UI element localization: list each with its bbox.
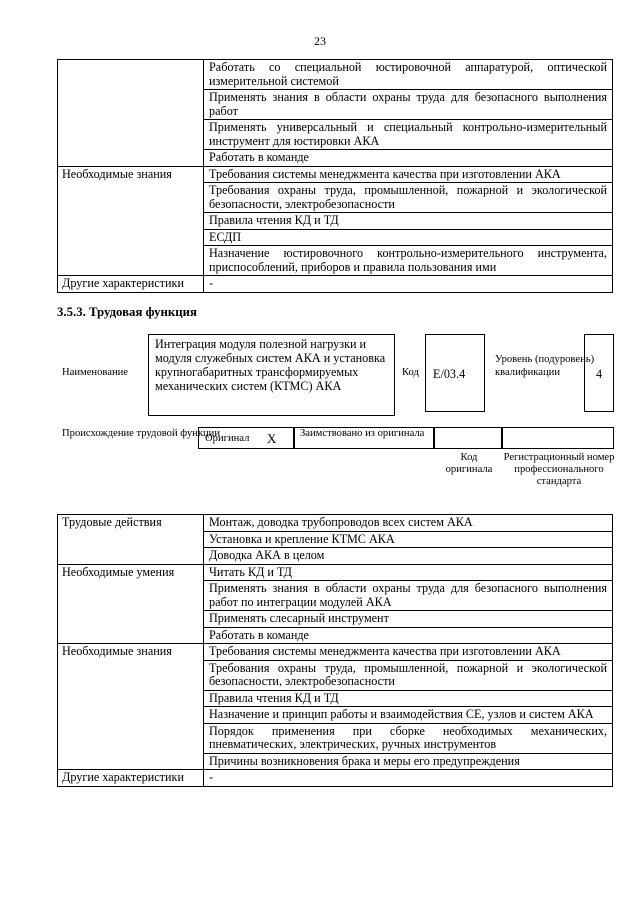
page-number: 23 xyxy=(314,34,326,48)
row-value: Применять слесарный инструмент xyxy=(204,611,613,628)
code-label: Код xyxy=(402,367,419,378)
original-text: Оригинал xyxy=(205,433,250,444)
row-value: Работать в команде xyxy=(204,627,613,644)
registration-caption: Регистрационный номер профессионального стандарта xyxy=(503,452,615,487)
row-value: Требования системы менеджмента качества при изготовлении АКА xyxy=(204,644,613,661)
row-value: - xyxy=(204,770,613,787)
row-value: Назначение юстировочного контрольно-измерительного инструмента, приспособлений, приборов и правила пользования ими xyxy=(204,246,613,276)
row-value: Установка и крепление КТМС АКА xyxy=(204,531,613,548)
row-label: Другие характеристики xyxy=(58,770,204,787)
row-value: Работать со специальной юстировочной аппаратурой, оптической измерительной системой xyxy=(204,60,613,90)
row-value: Требования охраны труда, промышленной, пожарной и экологической безопасности, электробезопасности xyxy=(204,660,613,690)
origin-label: Происхождение трудовой функции xyxy=(62,428,220,439)
row-label xyxy=(58,60,204,167)
row-label: Необходимые знания xyxy=(58,166,204,276)
level-label: Уровень (подуровень) квалификации xyxy=(495,354,595,378)
registration-number-cell xyxy=(502,427,614,449)
original-mark: X xyxy=(267,431,277,446)
borrowed-cell xyxy=(294,427,434,449)
row-label: Необходимые умения xyxy=(58,564,204,644)
row-value: Применять универсальный и специальный контрольно-измерительный инструмент для юстировки АКА xyxy=(204,120,613,150)
level-box xyxy=(584,334,614,412)
table-row xyxy=(58,564,613,581)
row-label: Необходимые знания xyxy=(58,644,204,770)
row-label: Трудовые действия xyxy=(58,515,204,565)
original-cell xyxy=(198,427,294,449)
original-code-cell xyxy=(434,427,502,449)
table-row xyxy=(58,644,613,661)
section-title: 3.5.3. Трудовая функция xyxy=(57,305,197,319)
requirements-table-bottom xyxy=(57,514,613,787)
row-label: Другие характеристики xyxy=(58,276,204,293)
row-value: ЕСДП xyxy=(204,229,613,246)
row-value: Применять знания в области охраны труда для безопасного выполнения работ xyxy=(204,90,613,120)
row-value: Причины возникновения брака и меры его предупреждения xyxy=(204,753,613,770)
table-row xyxy=(58,60,613,90)
row-value: Работать в команде xyxy=(204,150,613,167)
row-value: Порядок применения при сборке необходимых механических, пневматических, электрических, ручных инструментов xyxy=(204,723,613,753)
row-value: Требования системы менеджмента качества при изготовлении АКА xyxy=(204,166,613,183)
table-row xyxy=(58,770,613,787)
requirements-table-top xyxy=(57,59,613,293)
name-label: Наименование xyxy=(62,367,128,378)
row-value: Применять знания в области охраны труда для безопасного выполнения работ по интеграции модулей АКА xyxy=(204,581,613,611)
row-value: Правила чтения КД и ТД xyxy=(204,213,613,230)
table-row xyxy=(58,276,613,293)
table-row xyxy=(58,515,613,532)
function-name-box: Интеграция модуля полезной нагрузки и модуля служебных систем АКА и установка крупногабаритных трансформируемых механических систем (КТМС) АКА xyxy=(148,334,395,416)
row-value: - xyxy=(204,276,613,293)
row-value: Читать КД и ТД xyxy=(204,564,613,581)
code-box xyxy=(425,334,485,412)
row-value: Назначение и принцип работы и взаимодействия СЕ, узлов и систем АКА xyxy=(204,707,613,724)
level-value: 4 xyxy=(596,367,603,381)
table-row xyxy=(58,166,613,183)
row-value: Монтаж, доводка трубопроводов всех систем АКА xyxy=(204,515,613,532)
code-caption: Код оригинала xyxy=(445,452,493,475)
row-value: Доводка АКА в целом xyxy=(204,548,613,565)
row-value: Правила чтения КД и ТД xyxy=(204,690,613,707)
borrowed-text: Заимствовано из оригинала xyxy=(300,428,425,439)
row-value: Требования охраны труда, промышленной, пожарной и экологической безопасности, электробезопасности xyxy=(204,183,613,213)
code-value: Е/03.4 xyxy=(433,367,466,381)
